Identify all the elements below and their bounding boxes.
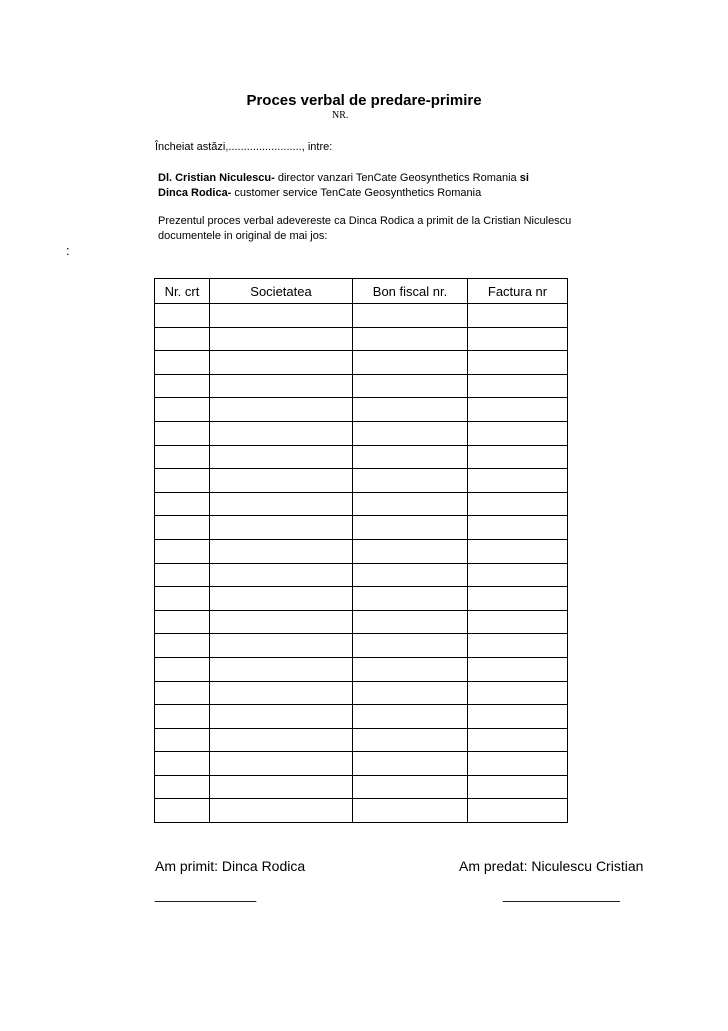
intro-line: Încheiat astăzi,........................, intre: (155, 141, 333, 153)
table-cell (353, 539, 468, 563)
table-cell (468, 445, 568, 469)
table-cell (353, 374, 468, 398)
table-cell (468, 327, 568, 351)
table-row (155, 681, 568, 705)
party-1-name: Dl. Cristian Niculescu- (158, 172, 275, 184)
parties-block (158, 171, 529, 201)
party-2-role: customer service TenCate Geosynthetics Romania (231, 187, 482, 199)
table-cell (210, 705, 353, 729)
received-signature-line: _____________ (155, 886, 257, 902)
table-cell (468, 587, 568, 611)
table-cell (155, 374, 210, 398)
table-cell (353, 304, 468, 328)
table-cell (468, 304, 568, 328)
table-cell (353, 752, 468, 776)
table-cell (155, 492, 210, 516)
table-cell (468, 657, 568, 681)
table-cell (210, 799, 353, 823)
party-conjunction: si (519, 172, 529, 184)
table-cell (155, 681, 210, 705)
statement-line-2: documentele in original de mai jos: (158, 230, 328, 242)
table-cell (353, 681, 468, 705)
party-2 (158, 186, 529, 201)
table-cell (210, 421, 353, 445)
table-row (155, 752, 568, 776)
table-cell (210, 728, 353, 752)
table-cell (353, 587, 468, 611)
table-cell (155, 610, 210, 634)
table-cell (353, 657, 468, 681)
table-cell (155, 304, 210, 328)
document-number-label: NR. (332, 110, 349, 121)
table-cell (468, 610, 568, 634)
table-row (155, 516, 568, 540)
table-row (155, 327, 568, 351)
table-cell (468, 681, 568, 705)
document-title: Proces verbal de predare-primire (246, 92, 482, 109)
table-cell (210, 374, 353, 398)
table-header-row (155, 279, 568, 304)
table-cell (353, 421, 468, 445)
table-cell (210, 657, 353, 681)
table-cell (468, 492, 568, 516)
received-by-label: Am primit: Dinca Rodica (155, 858, 306, 874)
table-row (155, 728, 568, 752)
table-row (155, 563, 568, 587)
table-cell (468, 705, 568, 729)
table-cell (210, 587, 353, 611)
table-cell (155, 398, 210, 422)
table-cell (155, 421, 210, 445)
header-societatea: Societatea (210, 279, 353, 304)
table-row (155, 421, 568, 445)
party-1-role: director vanzari TenCate Geosynthetics Romania (274, 172, 520, 184)
table-cell (155, 752, 210, 776)
table-cell (468, 539, 568, 563)
header-bon-fiscal: Bon fiscal nr. (353, 279, 468, 304)
table-row (155, 657, 568, 681)
table-cell (468, 351, 568, 375)
table-cell (353, 705, 468, 729)
table-cell (468, 752, 568, 776)
table-cell (468, 516, 568, 540)
table-cell (468, 398, 568, 422)
table-row (155, 775, 568, 799)
table-cell (210, 634, 353, 658)
table-cell (468, 374, 568, 398)
table-cell (353, 775, 468, 799)
table-cell (155, 563, 210, 587)
table-cell (353, 445, 468, 469)
table-cell (210, 469, 353, 493)
table-cell (155, 799, 210, 823)
table-row (155, 634, 568, 658)
table-cell (210, 445, 353, 469)
table-cell (353, 728, 468, 752)
table-cell (210, 327, 353, 351)
statement-block (158, 214, 638, 244)
table-cell (468, 563, 568, 587)
header-factura: Factura nr (468, 279, 568, 304)
table-cell (210, 681, 353, 705)
table-row (155, 398, 568, 422)
party-2-name: Dinca Rodica- (158, 187, 232, 199)
table-row (155, 351, 568, 375)
table-row (155, 705, 568, 729)
table-row (155, 445, 568, 469)
documents-table (154, 278, 568, 823)
table-cell (155, 775, 210, 799)
table-cell (210, 539, 353, 563)
table-cell (155, 351, 210, 375)
stray-colon: : (66, 243, 70, 258)
table-cell (210, 563, 353, 587)
table-cell (353, 492, 468, 516)
table-cell (353, 563, 468, 587)
delivered-by-label: Am predat: Niculescu Cristian (459, 858, 644, 874)
table-cell (353, 634, 468, 658)
table-cell (210, 752, 353, 776)
table-cell (210, 492, 353, 516)
table-cell (353, 516, 468, 540)
delivered-signature-line: _______________ (503, 886, 620, 902)
table-cell (468, 421, 568, 445)
table-body (155, 304, 568, 823)
table-cell (353, 327, 468, 351)
table-row (155, 469, 568, 493)
table-row (155, 587, 568, 611)
table-row (155, 374, 568, 398)
table-cell (468, 775, 568, 799)
table-cell (155, 657, 210, 681)
table-cell (155, 516, 210, 540)
table-cell (353, 398, 468, 422)
table-cell (353, 799, 468, 823)
table-row (155, 492, 568, 516)
table-row (155, 539, 568, 563)
table-row (155, 799, 568, 823)
table-cell (155, 445, 210, 469)
table-cell (353, 610, 468, 634)
table-cell (210, 398, 353, 422)
table-cell (468, 728, 568, 752)
table-cell (210, 610, 353, 634)
table-cell (468, 799, 568, 823)
table-cell (155, 705, 210, 729)
table-row (155, 304, 568, 328)
table-cell (210, 775, 353, 799)
table-cell (353, 469, 468, 493)
table-cell (210, 351, 353, 375)
table-row (155, 610, 568, 634)
party-1 (158, 171, 529, 186)
table-cell (468, 469, 568, 493)
table-cell (155, 634, 210, 658)
table-cell (468, 634, 568, 658)
table-cell (210, 516, 353, 540)
table-cell (155, 587, 210, 611)
table-cell (155, 327, 210, 351)
statement-line-1: Prezentul proces verbal adevereste ca Dinca Rodica a primit de la Cristian Niculescu (158, 215, 572, 227)
table-cell (155, 469, 210, 493)
table-cell (353, 351, 468, 375)
table-cell (155, 728, 210, 752)
table-cell (210, 304, 353, 328)
table-cell (155, 539, 210, 563)
header-nr-crt: Nr. crt (155, 279, 210, 304)
